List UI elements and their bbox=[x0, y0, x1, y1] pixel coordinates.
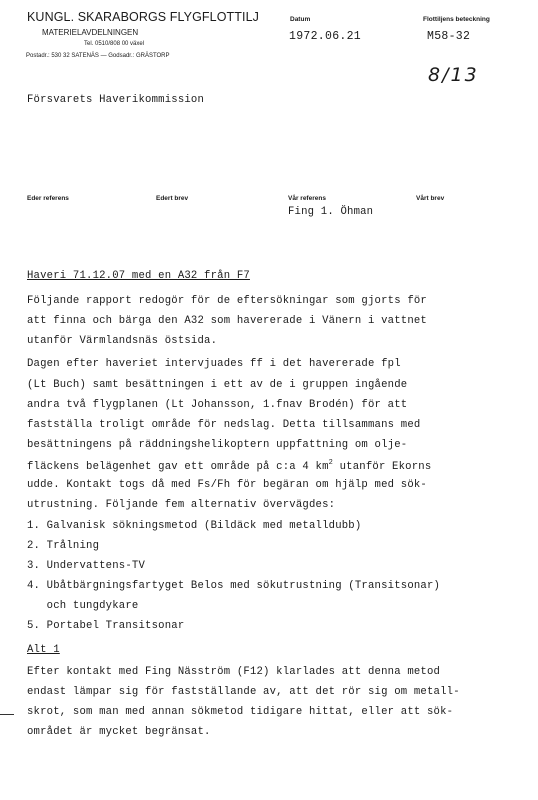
list-item: 2. Trålning bbox=[27, 540, 100, 552]
date-label: Datum bbox=[290, 16, 311, 23]
list-item: 5. Portabel Transitsonar bbox=[27, 620, 185, 632]
list-item: 4. Ubåtbärgningsfartyget Belos med sökutrustning (Transitsonar) bbox=[27, 580, 441, 592]
text-line: området är mycket begränsat. bbox=[27, 726, 211, 738]
our-reference-value: Fing 1. Öhman bbox=[288, 206, 374, 218]
handwritten-note: 8/13 bbox=[428, 64, 479, 86]
text-line: utrustning. Följande fem alternativ övervägdes: bbox=[27, 499, 336, 511]
area-text: fläckens belägenhet gav ett område på c:a 4 km bbox=[27, 461, 329, 473]
letterhead-postal-address: Postadr.: 530 32 SATENÄS — Godsadr.: GRÄSTORP bbox=[26, 53, 170, 59]
text-line: (Lt Buch) samt besättningen i ett av de i gruppen ingående bbox=[27, 379, 408, 391]
text-line: fastställa troligt område för nedslag. Detta tillsammans med bbox=[27, 419, 421, 431]
designation-value: M58-32 bbox=[427, 30, 471, 43]
list-item: 1. Galvanisk sökningsmetod (Bildäck med metalldubb) bbox=[27, 520, 362, 532]
subject-line: Haveri 71.12.07 med en A32 från F7 bbox=[27, 270, 250, 282]
your-reference-label: Eder referens bbox=[27, 195, 69, 202]
designation-label: Flottiljens beteckning bbox=[423, 16, 490, 23]
letterhead-department: MATERIELAVDELNINGEN bbox=[42, 28, 139, 37]
your-letter-label: Edert brev bbox=[156, 195, 189, 202]
date-value: 1972.06.21 bbox=[289, 30, 362, 43]
area-text-continued: utanför Ekorns bbox=[333, 461, 432, 473]
text-line: Följande rapport redogör för de eftersökningar som gjorts för bbox=[27, 295, 427, 307]
list-item: och tungdykare bbox=[27, 600, 139, 612]
text-line: skrot, som man med annan sökmetod tidigare hittat, eller att sök- bbox=[27, 706, 454, 718]
recipient: Försvarets Haverikommission bbox=[27, 94, 205, 106]
text-line: andra två flygplanen (Lt Johansson, 1.fnav Brodén) för att bbox=[27, 399, 408, 411]
text-line: besättningens på räddningshelikoptern uppfattning om olje- bbox=[27, 439, 408, 451]
our-letter-label: Vårt brev bbox=[416, 195, 445, 202]
text-line: endast lämpar sig för fastställande av, att det rör sig om metall- bbox=[27, 686, 460, 698]
text-line: utanför Värmlandsnäs östsida. bbox=[27, 335, 218, 347]
list-item: 3. Undervattens-TV bbox=[27, 560, 146, 572]
letterhead-organization: KUNGL. SKARABORGS FLYGFLOTTILJ bbox=[27, 10, 259, 24]
text-line: udde. Kontakt togs då med Fs/Fh för begäran om hjälp med sök- bbox=[27, 479, 427, 491]
letterhead-telephone: Tel. 0510/808 00 växel bbox=[84, 41, 145, 47]
text-line: Dagen efter haveriet intervjuades ff i det havererade fpl bbox=[27, 358, 401, 370]
section-heading: Alt 1 bbox=[27, 644, 60, 656]
our-reference-label: Vår referens bbox=[288, 195, 326, 202]
text-line: Efter kontakt med Fing Näsström (F12) klarlades att denna metod bbox=[27, 666, 441, 678]
text-line bbox=[27, 459, 431, 473]
margin-mark bbox=[0, 714, 14, 715]
text-line: att finna och bärga den A32 som havererade i Vänern i vattnet bbox=[27, 315, 427, 327]
area-superscript: 2 bbox=[328, 459, 334, 467]
